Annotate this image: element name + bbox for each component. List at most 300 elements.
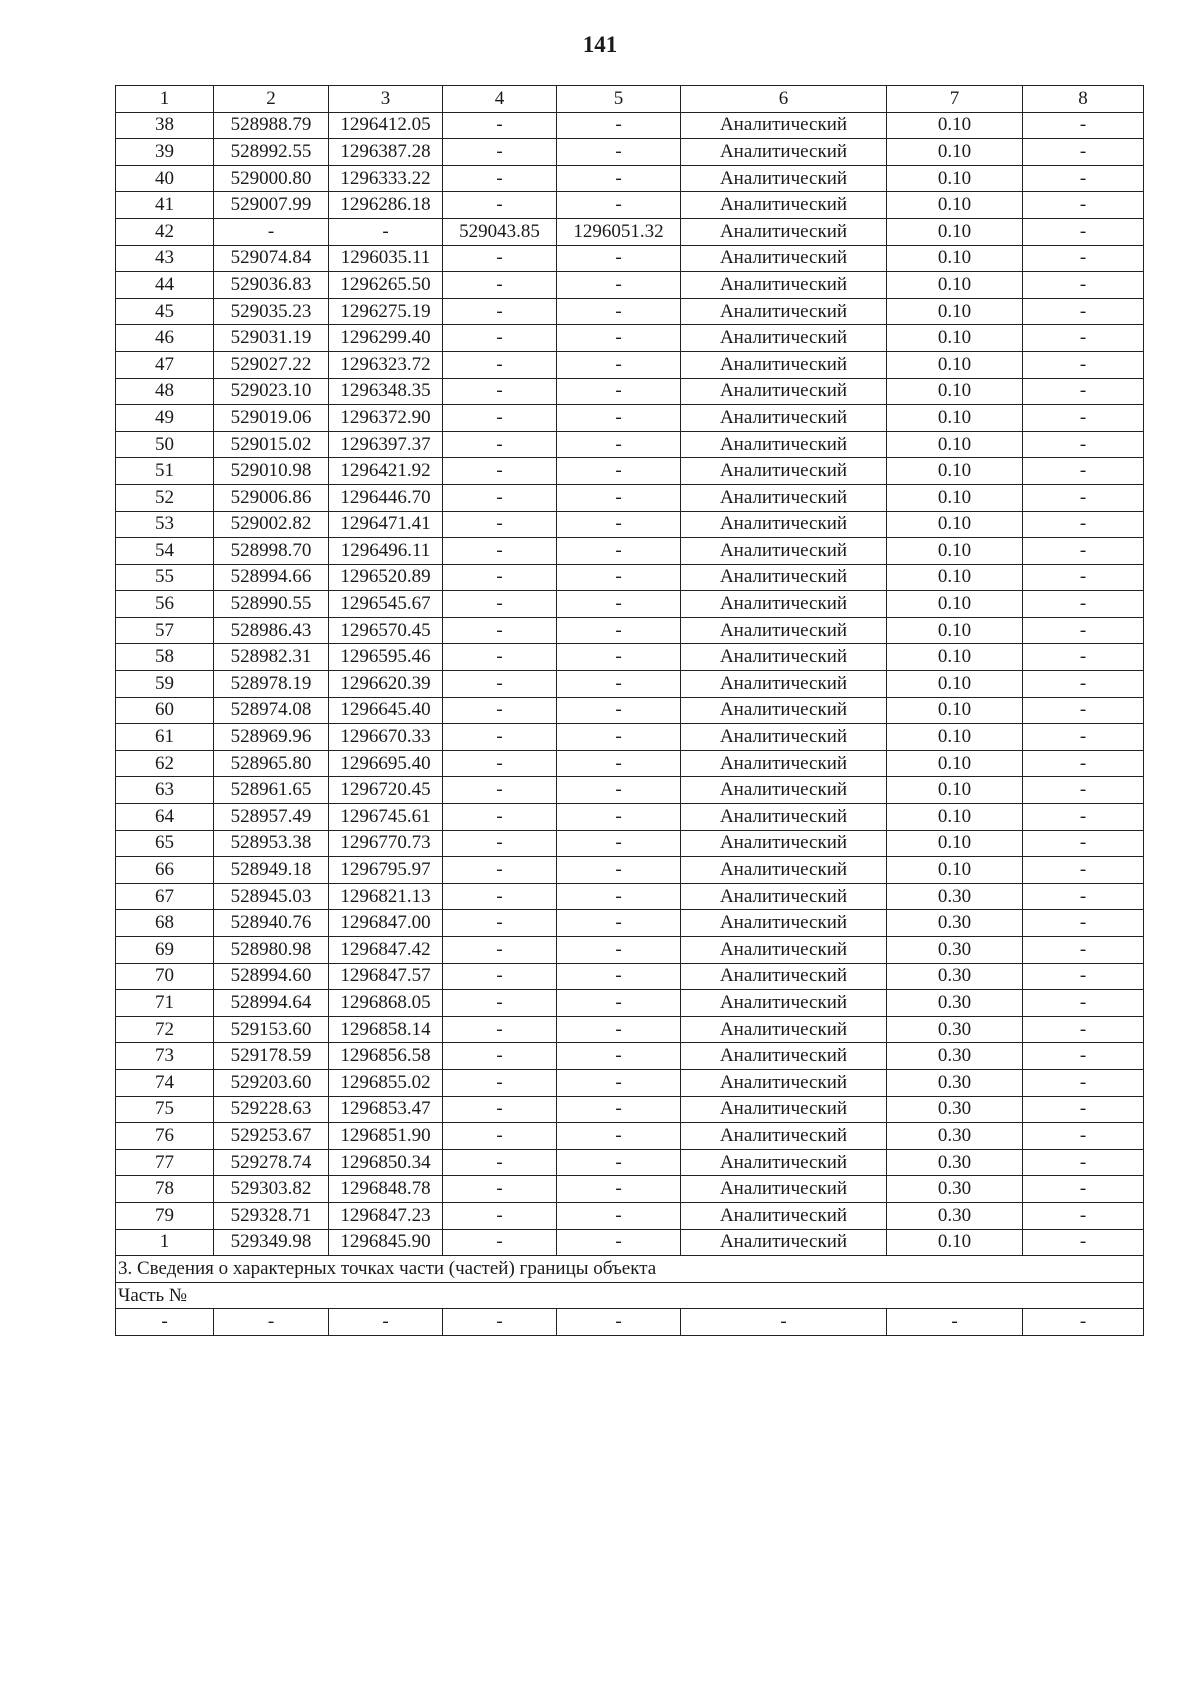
table-row (116, 724, 1144, 751)
table-cell: - (557, 351, 681, 378)
table-row (116, 165, 1144, 192)
table-body (116, 86, 1144, 1336)
table-cell: Аналитический (681, 511, 887, 538)
table-cell: - (557, 112, 681, 139)
table-cell: - (443, 644, 557, 671)
table-cell: Аналитический (681, 750, 887, 777)
table-row (116, 245, 1144, 272)
table-cell: - (443, 1123, 557, 1150)
table-cell: 528953.38 (214, 830, 329, 857)
table-cell: 56 (116, 591, 214, 618)
table-cell: 529178.59 (214, 1043, 329, 1070)
table-row (116, 804, 1144, 831)
table-cell: - (443, 1176, 557, 1203)
table-cell: 0.10 (887, 218, 1023, 245)
table-cell: 529006.86 (214, 484, 329, 511)
table-cell: - (443, 484, 557, 511)
table-cell: Аналитический (681, 538, 887, 565)
table-cell: Аналитический (681, 564, 887, 591)
table-cell: Аналитический (681, 1176, 887, 1203)
table-cell: Аналитический (681, 245, 887, 272)
table-cell: - (443, 192, 557, 219)
table-cell: 0.10 (887, 484, 1023, 511)
table-cell: 0.10 (887, 378, 1023, 405)
table-cell: - (1023, 1309, 1144, 1336)
table-cell: 529153.60 (214, 1016, 329, 1043)
table-cell: 0.10 (887, 325, 1023, 352)
table-cell: - (443, 1149, 557, 1176)
table-row (116, 857, 1144, 884)
table-cell: 529023.10 (214, 378, 329, 405)
table-cell: 52 (116, 484, 214, 511)
table-cell: - (1023, 378, 1144, 405)
table-cell: Аналитический (681, 351, 887, 378)
table-cell: 53 (116, 511, 214, 538)
table-cell: 2 (214, 86, 329, 113)
table-cell: 73 (116, 1043, 214, 1070)
table-cell: Аналитический (681, 1229, 887, 1256)
table-cell: 1296853.47 (329, 1096, 443, 1123)
table-row (116, 218, 1144, 245)
table-cell: 528986.43 (214, 617, 329, 644)
table-cell: 1296323.72 (329, 351, 443, 378)
table-cell: - (557, 564, 681, 591)
table-cell: Аналитический (681, 405, 887, 432)
table-cell: 1296645.40 (329, 697, 443, 724)
table-cell: - (557, 1309, 681, 1336)
table-cell: 528957.49 (214, 804, 329, 831)
table-cell: 1296496.11 (329, 538, 443, 565)
table-cell: 528998.70 (214, 538, 329, 565)
table-cell: 0.10 (887, 192, 1023, 219)
table-cell: 1296421.92 (329, 458, 443, 485)
table-cell: Аналитический (681, 139, 887, 166)
table-cell: Аналитический (681, 777, 887, 804)
table-cell: - (557, 644, 681, 671)
table-cell: 0.30 (887, 1123, 1023, 1150)
table-cell: 1296333.22 (329, 165, 443, 192)
table-cell: 41 (116, 192, 214, 219)
table-cell: Аналитический (681, 272, 887, 299)
table-cell: 1296795.97 (329, 857, 443, 884)
table-cell: 1296570.45 (329, 617, 443, 644)
table-cell: 0.10 (887, 165, 1023, 192)
table-row (116, 378, 1144, 405)
table-cell: 528994.64 (214, 990, 329, 1017)
table-cell: 1296051.32 (557, 218, 681, 245)
table-cell: 0.10 (887, 724, 1023, 751)
table-row (116, 697, 1144, 724)
table-cell: - (557, 804, 681, 831)
table-cell: 0.10 (887, 431, 1023, 458)
table-cell: 0.10 (887, 298, 1023, 325)
table-cell: 42 (116, 218, 214, 245)
table-cell: - (1023, 484, 1144, 511)
table-cell: - (1023, 963, 1144, 990)
table-cell: 55 (116, 564, 214, 591)
table-cell: - (557, 724, 681, 751)
table-cell: 7 (887, 86, 1023, 113)
table-cell: Аналитический (681, 963, 887, 990)
table-cell: 8 (1023, 86, 1144, 113)
table-cell: Аналитический (681, 990, 887, 1017)
table-row (116, 644, 1144, 671)
table-cell: Аналитический (681, 857, 887, 884)
table-cell: 4 (443, 86, 557, 113)
table-cell: - (557, 298, 681, 325)
table-cell: - (557, 1069, 681, 1096)
table-cell: - (557, 883, 681, 910)
table-cell: Аналитический (681, 1123, 887, 1150)
table-cell: - (1023, 1229, 1144, 1256)
table-cell: - (443, 112, 557, 139)
table-cell: - (443, 378, 557, 405)
table-cell: 0.30 (887, 1176, 1023, 1203)
table-row (116, 1123, 1144, 1150)
table-row (116, 298, 1144, 325)
table-cell: - (1023, 804, 1144, 831)
table-cell: 0.30 (887, 1149, 1023, 1176)
table-cell: 1296275.19 (329, 298, 443, 325)
table-cell: Аналитический (681, 883, 887, 910)
table-cell: - (557, 830, 681, 857)
table-cell: 66 (116, 857, 214, 884)
table-row (116, 990, 1144, 1017)
table-cell: - (1023, 218, 1144, 245)
table-row (116, 1202, 1144, 1229)
table-cell: 3 (329, 86, 443, 113)
table-cell: - (1023, 165, 1144, 192)
table-cell: - (1023, 431, 1144, 458)
table-header-row (116, 86, 1144, 113)
table-cell: Аналитический (681, 1069, 887, 1096)
table-cell: 65 (116, 830, 214, 857)
table-cell: 528945.03 (214, 883, 329, 910)
table-cell: 1296265.50 (329, 272, 443, 299)
table-cell: Аналитический (681, 165, 887, 192)
table-cell: - (557, 697, 681, 724)
table-cell: 0.30 (887, 910, 1023, 937)
table-cell: 1296720.45 (329, 777, 443, 804)
table-row (116, 431, 1144, 458)
table-cell: 1296848.78 (329, 1176, 443, 1203)
table-cell: - (557, 431, 681, 458)
table-cell: - (1023, 724, 1144, 751)
table-cell: - (443, 857, 557, 884)
table-row (116, 1149, 1144, 1176)
table-cell: 0.30 (887, 1096, 1023, 1123)
table-cell: 69 (116, 937, 214, 964)
table-cell: 58 (116, 644, 214, 671)
coordinates-table (115, 85, 1144, 1336)
table-cell: 0.10 (887, 750, 1023, 777)
table-cell: 49 (116, 405, 214, 432)
table-cell: - (557, 777, 681, 804)
table-cell: - (443, 272, 557, 299)
table-cell: - (557, 910, 681, 937)
table-cell: 0.10 (887, 272, 1023, 299)
table-cell: Аналитический (681, 192, 887, 219)
table-cell: 1296471.41 (329, 511, 443, 538)
table-cell: - (443, 511, 557, 538)
table-cell: 0.10 (887, 351, 1023, 378)
table-cell: 1296286.18 (329, 192, 443, 219)
table-cell: Аналитический (681, 830, 887, 857)
table-cell: - (681, 1309, 887, 1336)
table-cell: 529000.80 (214, 165, 329, 192)
table-cell: - (1023, 325, 1144, 352)
table-cell: 64 (116, 804, 214, 831)
table-cell: 51 (116, 458, 214, 485)
table-cell: - (1023, 910, 1144, 937)
table-cell: 60 (116, 697, 214, 724)
section-title (116, 1256, 1144, 1283)
table-cell: 72 (116, 1016, 214, 1043)
table-cell: 0.10 (887, 139, 1023, 166)
table-cell: 528940.76 (214, 910, 329, 937)
table-row (116, 538, 1144, 565)
table-cell: - (1023, 112, 1144, 139)
table-row (116, 910, 1144, 937)
table-cell: Аналитический (681, 697, 887, 724)
table-cell: - (1023, 351, 1144, 378)
table-cell: Аналитический (681, 1202, 887, 1229)
table-cell: - (443, 1229, 557, 1256)
table-cell: 1296847.00 (329, 910, 443, 937)
table-cell: 1296397.37 (329, 431, 443, 458)
table-cell: - (557, 617, 681, 644)
part-label (116, 1282, 1144, 1309)
table-cell: 0.30 (887, 990, 1023, 1017)
part-label-text: Часть № (116, 1282, 1144, 1309)
table-cell: - (1023, 671, 1144, 698)
table-cell: 529074.84 (214, 245, 329, 272)
table-row (116, 750, 1144, 777)
table-cell: - (557, 511, 681, 538)
table-cell: 1296847.42 (329, 937, 443, 964)
table-cell: - (557, 1043, 681, 1070)
table-row (116, 564, 1144, 591)
table-cell: - (443, 910, 557, 937)
table-cell: - (1023, 405, 1144, 432)
table-cell: - (557, 484, 681, 511)
table-cell: Аналитический (681, 937, 887, 964)
table-cell: - (1023, 697, 1144, 724)
table-cell: 529303.82 (214, 1176, 329, 1203)
table-cell: - (443, 1043, 557, 1070)
table-cell: - (443, 937, 557, 964)
table-cell: - (443, 538, 557, 565)
table-cell: 529036.83 (214, 272, 329, 299)
table-cell: - (443, 830, 557, 857)
table-cell: Аналитический (681, 591, 887, 618)
table-cell: Аналитический (681, 1096, 887, 1123)
table-cell: - (557, 591, 681, 618)
table-cell: Аналитический (681, 484, 887, 511)
table-cell: 1296595.46 (329, 644, 443, 671)
table-cell: - (443, 325, 557, 352)
table-cell: 1296520.89 (329, 564, 443, 591)
table-cell: - (1023, 1149, 1144, 1176)
table-cell: - (443, 883, 557, 910)
table-cell: - (116, 1309, 214, 1336)
table-cell: 0.10 (887, 591, 1023, 618)
table-cell: 528969.96 (214, 724, 329, 751)
table-cell: - (1023, 245, 1144, 272)
table-cell: 74 (116, 1069, 214, 1096)
table-row (116, 591, 1144, 618)
table-cell: 0.10 (887, 538, 1023, 565)
table-cell: - (557, 538, 681, 565)
table-cell: 529015.02 (214, 431, 329, 458)
table-cell: 528990.55 (214, 591, 329, 618)
table-cell: 528982.31 (214, 644, 329, 671)
table-cell: - (1023, 1123, 1144, 1150)
table-cell: - (443, 724, 557, 751)
table-cell: 48 (116, 378, 214, 405)
table-cell: 5 (557, 86, 681, 113)
table-cell: 528994.60 (214, 963, 329, 990)
table-cell: - (1023, 644, 1144, 671)
table-cell: 0.30 (887, 1016, 1023, 1043)
table-cell: - (557, 245, 681, 272)
table-cell: - (1023, 857, 1144, 884)
table-cell: 529002.82 (214, 511, 329, 538)
table-cell: 529278.74 (214, 1149, 329, 1176)
table-row (116, 1016, 1144, 1043)
table-cell: - (1023, 883, 1144, 910)
table-cell: 40 (116, 165, 214, 192)
table-cell: - (557, 1016, 681, 1043)
table-cell: Аналитический (681, 1016, 887, 1043)
table-cell: - (443, 963, 557, 990)
table-cell: 61 (116, 724, 214, 751)
table-cell: 77 (116, 1149, 214, 1176)
table-cell: 0.10 (887, 697, 1023, 724)
table-cell: - (443, 431, 557, 458)
table-cell: 0.30 (887, 1202, 1023, 1229)
table-cell: - (1023, 511, 1144, 538)
table-cell: 1296856.58 (329, 1043, 443, 1070)
table-row (116, 671, 1144, 698)
table-cell: - (443, 990, 557, 1017)
table-cell: Аналитический (681, 724, 887, 751)
table-cell: - (557, 1229, 681, 1256)
table-cell: 1296620.39 (329, 671, 443, 698)
table-cell: 1296850.34 (329, 1149, 443, 1176)
table-cell: - (443, 697, 557, 724)
table-cell: - (443, 750, 557, 777)
table-row (116, 963, 1144, 990)
table-cell: 529203.60 (214, 1069, 329, 1096)
table-cell: - (443, 1096, 557, 1123)
table-cell: 1296372.90 (329, 405, 443, 432)
table-row (116, 192, 1144, 219)
table-cell: - (443, 1202, 557, 1229)
table-cell: 0.30 (887, 1069, 1023, 1096)
table-cell: 0.30 (887, 1043, 1023, 1070)
table-cell: 57 (116, 617, 214, 644)
table-cell: Аналитический (681, 431, 887, 458)
table-cell: 529027.22 (214, 351, 329, 378)
table-cell: 528961.65 (214, 777, 329, 804)
table-cell: - (557, 165, 681, 192)
table-row (116, 272, 1144, 299)
table-cell: 529010.98 (214, 458, 329, 485)
table-cell: - (1023, 1016, 1144, 1043)
table-cell: - (557, 963, 681, 990)
table-cell: 44 (116, 272, 214, 299)
table-cell: - (557, 272, 681, 299)
table-row (116, 617, 1144, 644)
table-row (116, 112, 1144, 139)
table-cell: - (214, 1309, 329, 1336)
table-cell: 1296670.33 (329, 724, 443, 751)
table-cell: - (1023, 192, 1144, 219)
table-cell: - (557, 458, 681, 485)
table-cell: - (557, 1149, 681, 1176)
table-row (116, 484, 1144, 511)
table-row (116, 777, 1144, 804)
table-cell: 71 (116, 990, 214, 1017)
table-cell: 1296847.23 (329, 1202, 443, 1229)
table-cell: - (887, 1309, 1023, 1336)
table-cell: 47 (116, 351, 214, 378)
table-cell: 62 (116, 750, 214, 777)
table-cell: 0.30 (887, 937, 1023, 964)
table-cell: 0.10 (887, 830, 1023, 857)
table-cell: Аналитический (681, 910, 887, 937)
table-cell: - (1023, 564, 1144, 591)
table-cell: - (1023, 617, 1144, 644)
table-cell: - (557, 937, 681, 964)
table-cell: 1296446.70 (329, 484, 443, 511)
table-row (116, 325, 1144, 352)
table-cell: 38 (116, 112, 214, 139)
table-cell: 528980.98 (214, 937, 329, 964)
table-cell: 76 (116, 1123, 214, 1150)
table-cell: 1296387.28 (329, 139, 443, 166)
table-cell: 0.10 (887, 458, 1023, 485)
table-cell: 1296348.35 (329, 378, 443, 405)
table-cell: - (329, 1309, 443, 1336)
table-cell: 0.30 (887, 883, 1023, 910)
table-cell: - (1023, 1069, 1144, 1096)
table-row (116, 458, 1144, 485)
table-cell: 63 (116, 777, 214, 804)
table-cell: - (443, 405, 557, 432)
table-cell: Аналитический (681, 112, 887, 139)
table-row (116, 511, 1144, 538)
table-cell: 6 (681, 86, 887, 113)
page-number: 141 (582, 32, 618, 57)
table-cell: 1296412.05 (329, 112, 443, 139)
table-cell: 45 (116, 298, 214, 325)
table-cell: Аналитический (681, 1043, 887, 1070)
table-cell: 0.10 (887, 245, 1023, 272)
table-cell: - (443, 298, 557, 325)
table-cell: - (1023, 1202, 1144, 1229)
table-cell: 78 (116, 1176, 214, 1203)
table-cell: 50 (116, 431, 214, 458)
table-cell: 529007.99 (214, 192, 329, 219)
table-cell: - (557, 378, 681, 405)
table-row (116, 139, 1144, 166)
table-cell: - (1023, 937, 1144, 964)
table-cell: - (557, 405, 681, 432)
table-cell: 1296851.90 (329, 1123, 443, 1150)
table-cell: - (443, 617, 557, 644)
